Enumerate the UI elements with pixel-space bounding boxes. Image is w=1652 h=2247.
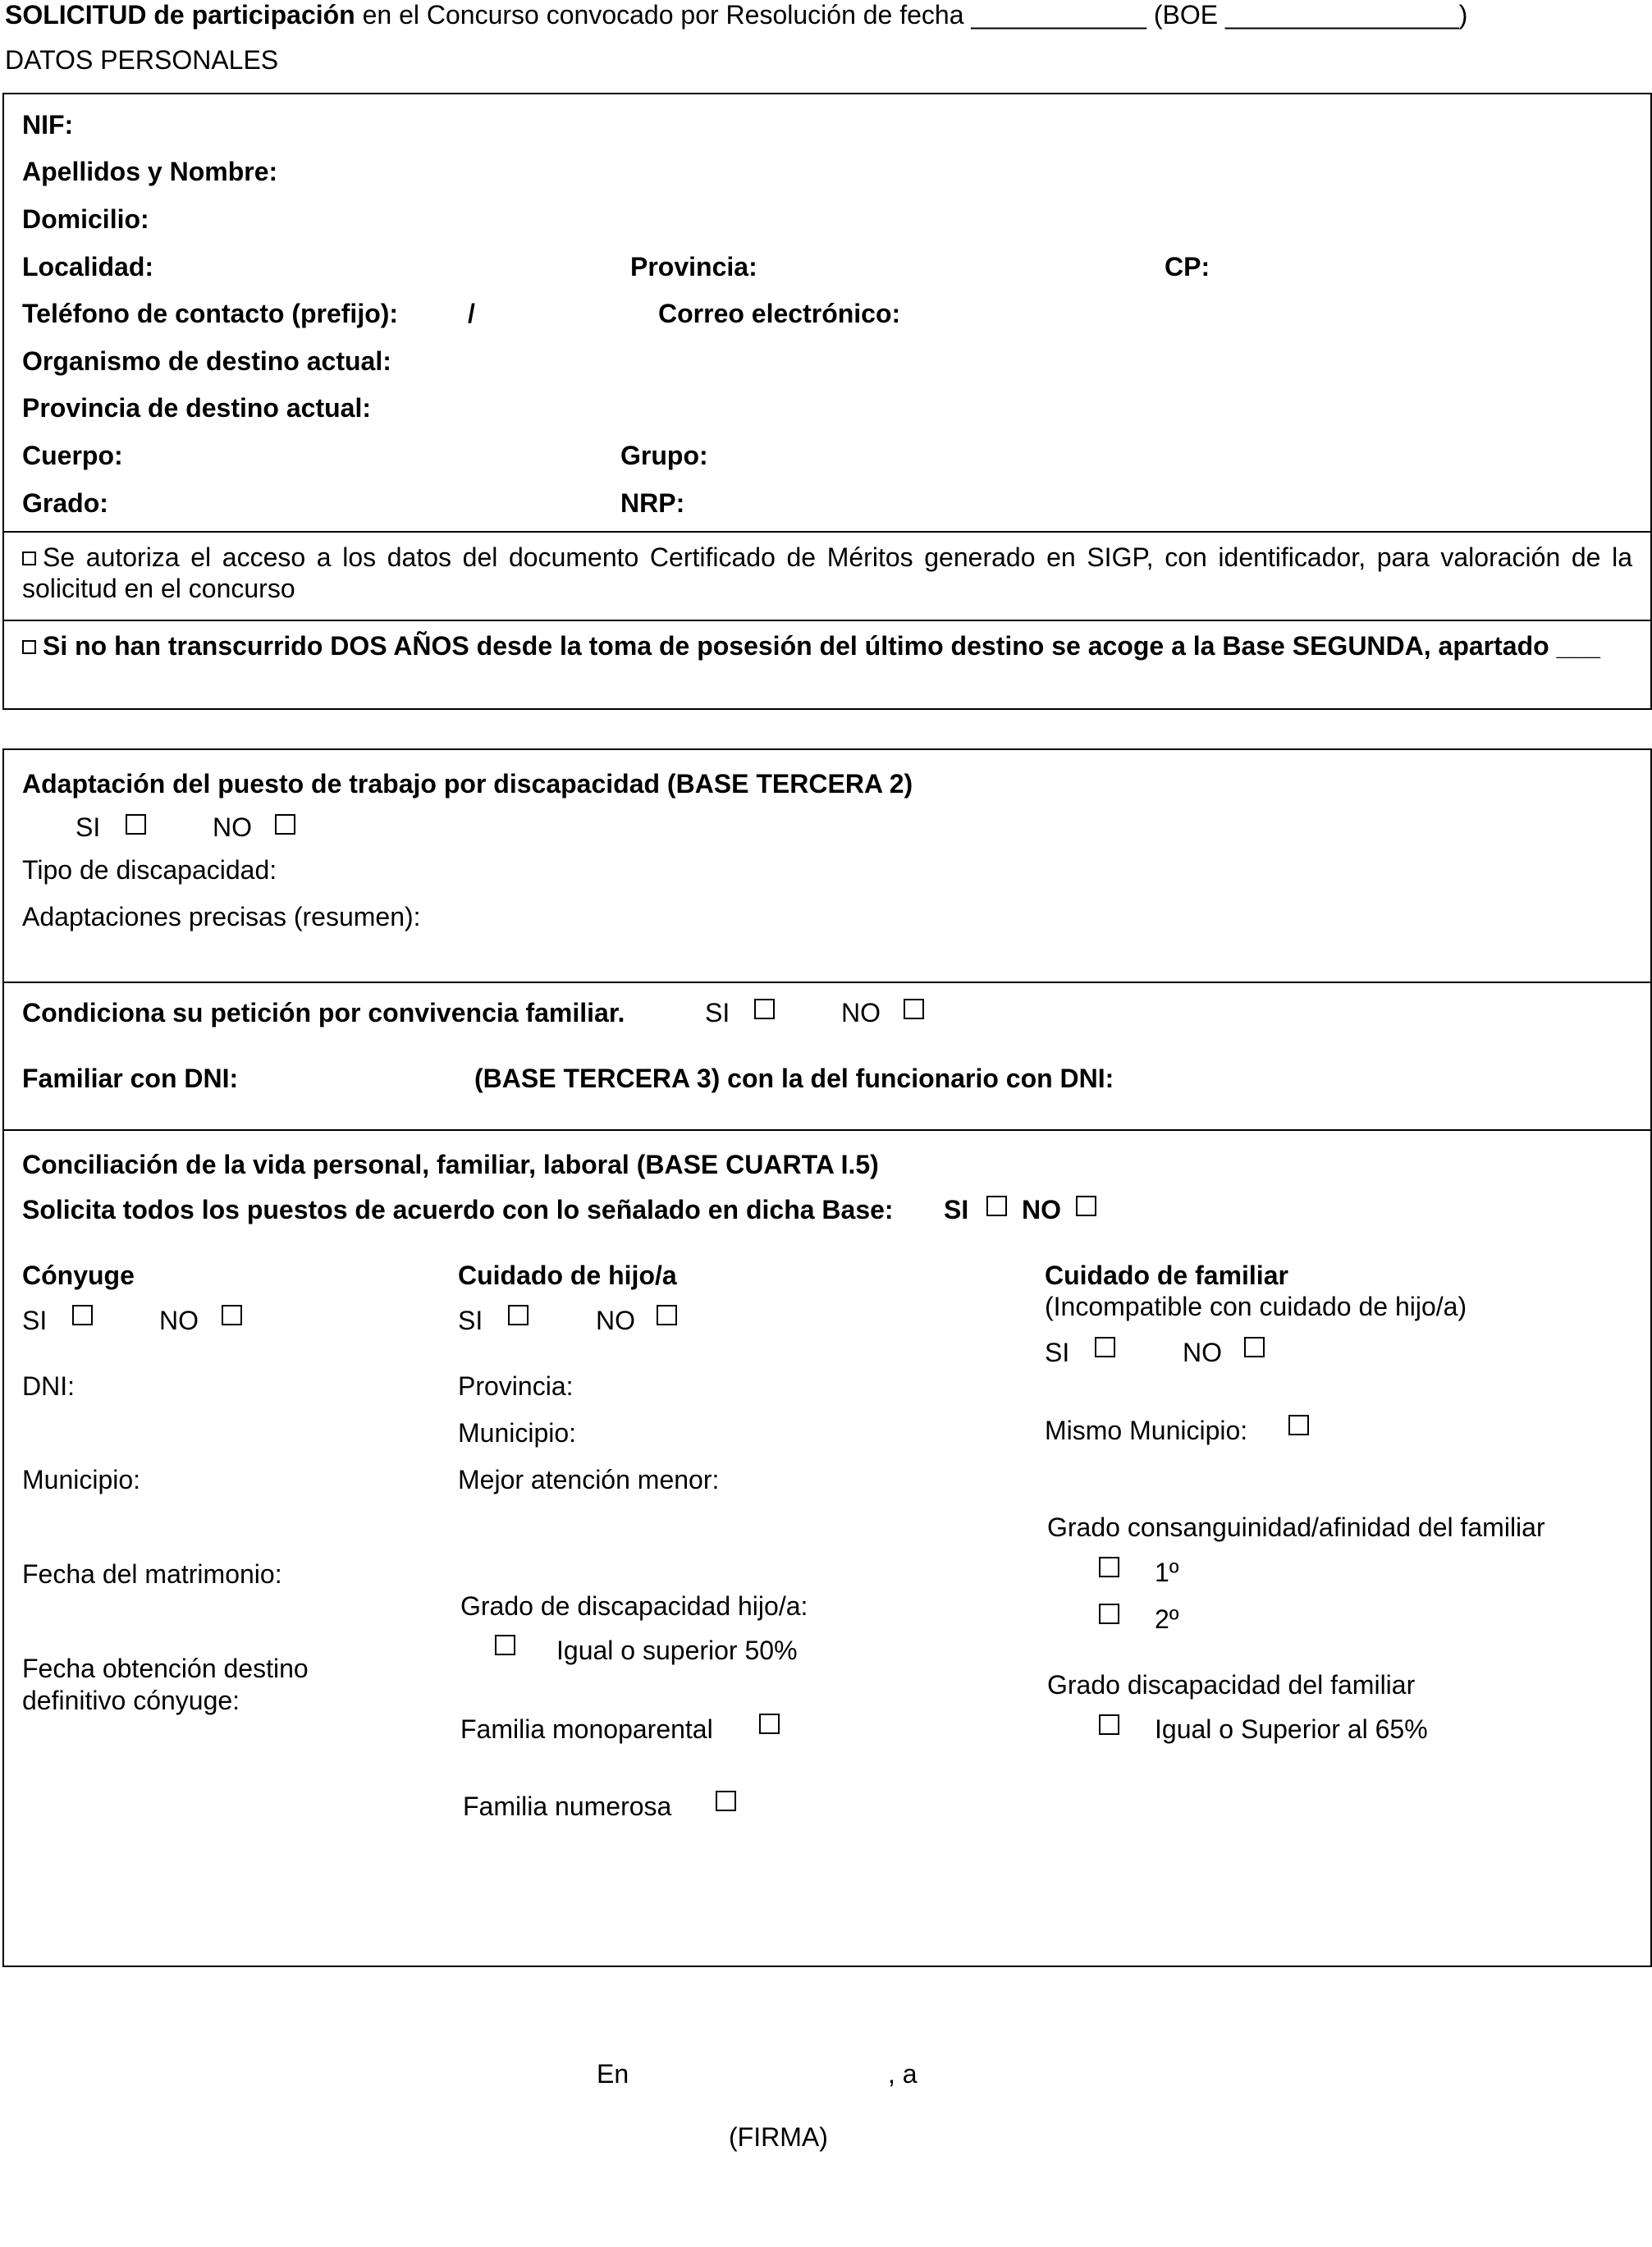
label-numerosa: Familia numerosa [463, 1792, 672, 1821]
conciliacion-si-label: SI [944, 1195, 969, 1224]
dos-anos-checkbox[interactable] [22, 640, 36, 654]
footer-en: En [597, 2059, 629, 2089]
adaptacion-si-label: SI [76, 812, 101, 842]
label-nif: NIF: [22, 110, 74, 140]
label-localidad: Localidad: [22, 252, 154, 281]
igual65-checkbox[interactable] [1099, 1714, 1119, 1735]
conyuge-title: Cónyuge [22, 1261, 135, 1290]
mismo-municipio-checkbox[interactable] [1288, 1415, 1309, 1435]
label-cuerpo: Cuerpo: [22, 441, 123, 470]
familiar-no-checkbox[interactable] [1244, 1337, 1265, 1357]
label-grupo: Grupo: [620, 441, 708, 470]
conciliacion-si-checkbox[interactable] [986, 1196, 1007, 1216]
label-mismo-municipio: Mismo Municipio: [1045, 1416, 1248, 1445]
hijo-no-checkbox[interactable] [657, 1305, 677, 1325]
familiar-si-label: SI [1045, 1338, 1070, 1367]
autoriza-checkbox[interactable] [22, 551, 36, 565]
grado-2-checkbox[interactable] [1099, 1604, 1119, 1624]
document-title [5, 0, 1467, 30]
label-adaptaciones: Adaptaciones precisas (resumen): [22, 902, 421, 931]
familiar-si-checkbox[interactable] [1095, 1337, 1115, 1357]
footer-a: , a [888, 2059, 918, 2089]
dos-anos-row[interactable] [22, 630, 1632, 661]
label-grado: Grado: [22, 488, 108, 518]
label-base-tercera-3: (BASE TERCERA 3) con la del funcionario con DNI: [474, 1064, 1114, 1093]
hijo-si-label: SI [458, 1306, 483, 1335]
familiar-subtitle: (Incompatible con cuidado de hijo/a) [1045, 1292, 1467, 1321]
label-fecha-obtencion-2: definitivo cónyuge: [22, 1686, 240, 1715]
grado-1-checkbox[interactable] [1099, 1557, 1119, 1577]
label-provincia: Provincia: [630, 252, 757, 281]
label-familiar-dni: Familiar con DNI: [22, 1064, 239, 1093]
hijo-no-label: NO [596, 1306, 635, 1335]
label-fecha-obtencion-1: Fecha obtención destino [22, 1654, 309, 1683]
convivencia-no-label: NO [841, 998, 881, 1027]
footer-firma: (FIRMA) [729, 2122, 828, 2152]
adaptacion-si-checkbox[interactable] [126, 814, 146, 835]
label-grado-1: 1º [1155, 1558, 1179, 1587]
numerosa-checkbox[interactable] [716, 1791, 736, 1811]
label-provincia-destino: Provincia de destino actual: [22, 393, 371, 423]
divider [2, 531, 1652, 533]
conyuge-si-checkbox[interactable] [72, 1305, 93, 1325]
conyuge-no-label: NO [159, 1306, 199, 1335]
hijo-si-checkbox[interactable] [508, 1305, 529, 1325]
label-conyuge-dni: DNI: [22, 1371, 75, 1401]
label-cp: CP: [1165, 252, 1210, 281]
adaptacion-no-label: NO [213, 812, 252, 842]
convivencia-no-checkbox[interactable] [904, 999, 924, 1019]
label-mejor-atencion: Mejor atención menor: [458, 1465, 720, 1494]
label-telefono-slash: / [468, 299, 475, 328]
label-conyuge-municipio: Municipio: [22, 1465, 141, 1494]
conyuge-si-label: SI [22, 1306, 48, 1335]
label-fecha-matrimonio: Fecha del matrimonio: [22, 1559, 282, 1589]
conyuge-no-checkbox[interactable] [222, 1305, 242, 1325]
divider [2, 620, 1652, 621]
label-grado-consanguinidad: Grado consanguinidad/afinidad del familiar [1047, 1512, 1545, 1542]
label-grado-discapacidad-familiar: Grado discapacidad del familiar [1047, 1670, 1416, 1700]
label-correo: Correo electrónico: [658, 299, 901, 328]
conciliacion-no-label: NO [1022, 1195, 1061, 1224]
title-rest: en el Concurso convocado por Resolución de fecha ____________ (BOE ________________) [355, 0, 1468, 30]
label-apellidos-nombre: Apellidos y Nombre: [22, 157, 278, 186]
conciliacion-solicita: Solicita todos los puestos de acuerdo con lo señalado en dicha Base: [22, 1195, 894, 1224]
label-hijo-provincia: Provincia: [458, 1371, 574, 1401]
label-igual65: Igual o Superior al 65% [1155, 1714, 1428, 1744]
divider [2, 1129, 1652, 1131]
label-hijo-municipio: Municipio: [458, 1418, 577, 1448]
igual50-checkbox[interactable] [495, 1635, 515, 1655]
dos-anos-text: Si no han transcurrido DOS AÑOS desde la toma de posesión del último destino se acoge a la Base SEGUNDA, apartado ___ [43, 631, 1600, 661]
familiar-title: Cuidado de familiar [1045, 1261, 1288, 1290]
divider [2, 982, 1652, 983]
label-domicilio: Domicilio: [22, 204, 149, 234]
title-bold: SOLICITUD de participación [5, 0, 355, 30]
hijo-title: Cuidado de hijo/a [458, 1261, 677, 1290]
label-telefono: Teléfono de contacto (prefijo): [22, 299, 399, 328]
adaptacion-title: Adaptación del puesto de trabajo por discapacidad (BASE TERCERA 2) [22, 769, 913, 799]
convivencia-si-label: SI [705, 998, 730, 1027]
label-tipo-discapacidad: Tipo de discapacidad: [22, 855, 277, 885]
section-title-datos-personales: DATOS PERSONALES [5, 45, 279, 75]
conciliacion-title: Conciliación de la vida personal, familiar, laboral (BASE CUARTA I.5) [22, 1150, 879, 1179]
label-igual50: Igual o superior 50% [556, 1636, 798, 1665]
label-grado-discapacidad-hijo: Grado de discapacidad hijo/a: [460, 1591, 808, 1621]
convivencia-si-checkbox[interactable] [754, 999, 775, 1019]
familiar-no-label: NO [1183, 1338, 1222, 1367]
autoriza-acceso-row[interactable] [22, 542, 1632, 604]
autoriza-text: Se autoriza el acceso a los datos del documento Certificado de Méritos generado en SIGP, con identificador, para valoración de la solicitud en el concurso [22, 542, 1632, 603]
convivencia-title: Condiciona su petición por convivencia familiar. [22, 998, 625, 1027]
label-organismo-destino: Organismo de destino actual: [22, 346, 391, 376]
conciliacion-no-checkbox[interactable] [1076, 1196, 1096, 1216]
monoparental-checkbox[interactable] [759, 1714, 780, 1734]
adaptacion-no-checkbox[interactable] [275, 814, 295, 835]
label-nrp: NRP: [620, 488, 685, 518]
label-grado-2: 2º [1155, 1604, 1179, 1634]
label-monoparental: Familia monoparental [460, 1714, 713, 1744]
